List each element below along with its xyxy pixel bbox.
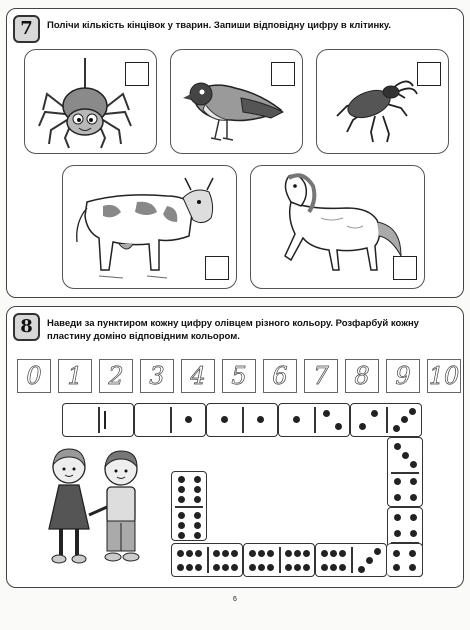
domino-tile-6-6b[interactable]	[171, 543, 243, 577]
task-8-number: 8	[13, 313, 40, 341]
dotted-digits-row	[17, 359, 461, 393]
dotted-digit-2[interactable]: 2	[99, 359, 133, 393]
task-7-number: 7	[13, 15, 40, 43]
animal-card-horse	[250, 165, 425, 289]
domino-tile-2-3[interactable]	[350, 403, 422, 437]
animal-card-sparrow	[170, 49, 303, 154]
task-7-panel	[6, 8, 464, 298]
domino-tile-6-6[interactable]	[171, 471, 207, 541]
animal-card-cow	[62, 165, 237, 289]
answer-box-stag-beetle[interactable]	[417, 62, 441, 86]
dotted-digit-4[interactable]: 4	[181, 359, 215, 393]
domino-tile-1-1[interactable]	[206, 403, 278, 437]
dotted-digit-0[interactable]: 0	[17, 359, 51, 393]
children-icon	[37, 445, 157, 571]
dotted-digit-9[interactable]: 9	[386, 359, 420, 393]
task-8-panel	[6, 306, 464, 588]
domino-tile-1-2[interactable]	[278, 403, 350, 437]
answer-box-spider[interactable]	[125, 62, 149, 86]
task-7-instruction: Полічи кількість кінцівок у тварин. Запиши відповідну цифру в клітинку.	[47, 20, 392, 31]
dotted-digit-5[interactable]: 5	[222, 359, 256, 393]
domino-tile-0-1[interactable]	[62, 403, 134, 437]
dotted-digit-1[interactable]: 1	[58, 359, 92, 393]
domino-tile-0-1b[interactable]	[134, 403, 206, 437]
dotted-digit-7[interactable]: 7	[304, 359, 338, 393]
answer-box-cow[interactable]	[205, 256, 229, 280]
answer-box-horse[interactable]	[393, 256, 417, 280]
dotted-digit-6[interactable]: 6	[263, 359, 297, 393]
task-8-instruction: Наведи за пунктиром кожну цифру олівцем різного кольору. Розфарбуй кожну пластину доміно відповідним кольором.	[47, 318, 419, 342]
dotted-digit-10[interactable]: 10	[427, 359, 461, 393]
answer-box-sparrow[interactable]	[271, 62, 295, 86]
domino-tile-corner[interactable]	[387, 543, 423, 577]
animal-card-spider	[24, 49, 157, 154]
dotted-digit-8[interactable]: 8	[345, 359, 379, 393]
domino-tile-6-6c[interactable]	[243, 543, 315, 577]
animal-card-stag-beetle	[316, 49, 449, 154]
domino-tile-3-4[interactable]	[387, 437, 423, 507]
page-number: 6	[233, 596, 237, 603]
dotted-digit-3[interactable]: 3	[140, 359, 174, 393]
domino-tile-6-3[interactable]	[315, 543, 387, 577]
